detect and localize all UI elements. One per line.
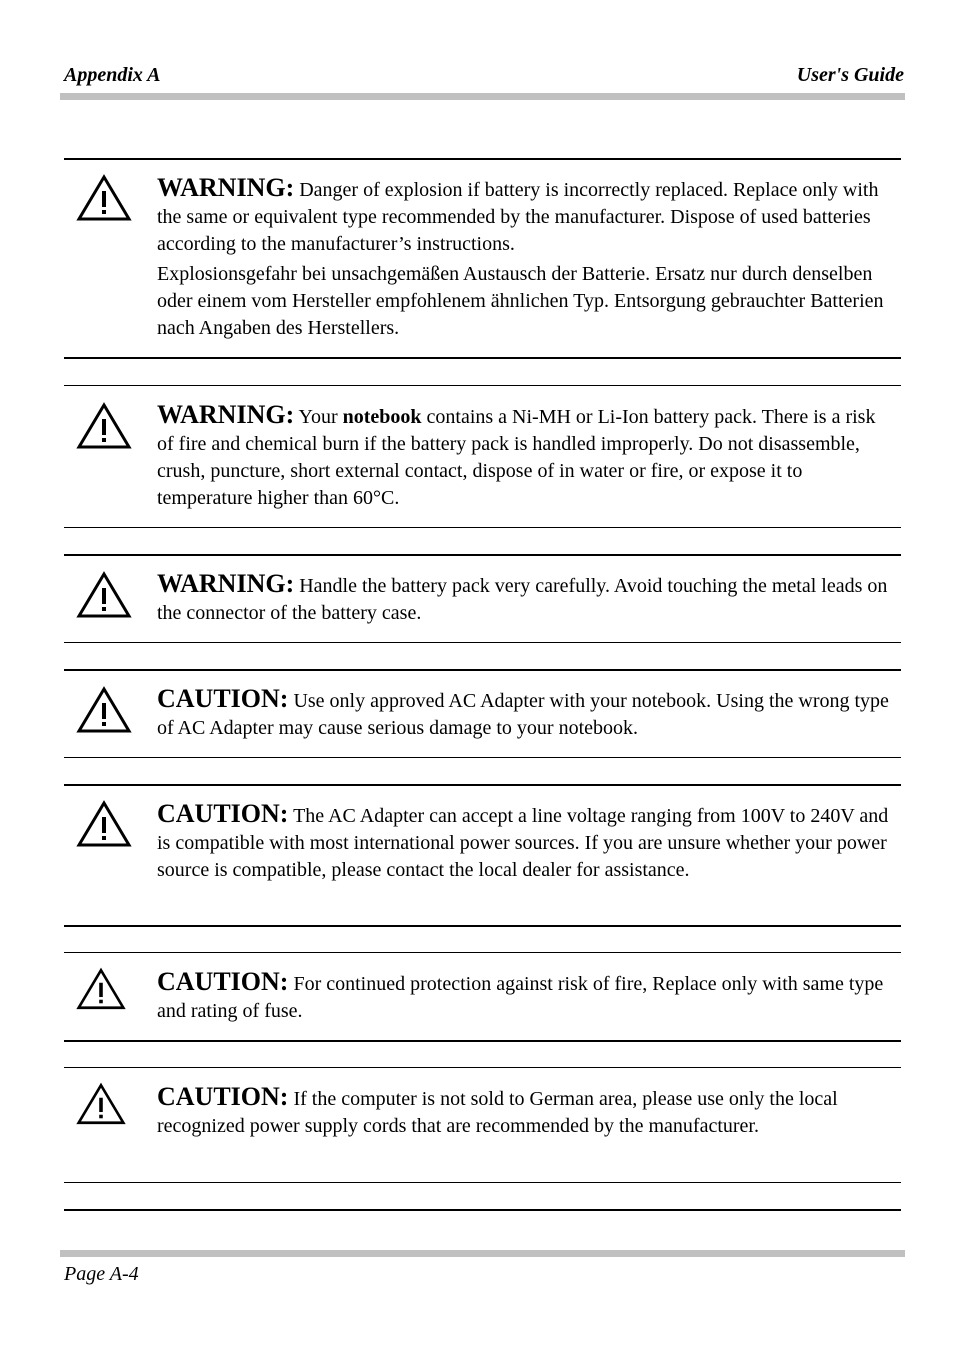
notice-text: contains a Ni-MH or Li-Ion battery pack. There is a risk of fire and chemical burn if the battery pack is handled improperly. Do not disassemble, crush, puncture, short external contact, dispose of in water or fire, or expose it to temperature higher than 60°C.	[157, 406, 876, 509]
notice-top-rule	[64, 1067, 901, 1068]
notice-top-rule	[64, 784, 901, 786]
notice-bottom-rule	[64, 527, 901, 528]
notice-text: For continued protection against risk of fire, Replace only with same type and rating of fuse.	[157, 973, 884, 1022]
warning-triangle-icon	[76, 1081, 126, 1127]
notice-label: CAUTION:	[157, 799, 289, 828]
header-section-title: Appendix A	[64, 64, 161, 86]
section-end-rule	[64, 1209, 901, 1211]
notice-text: The AC Adapter can accept a line voltage ranging from 100V to 240V and is compatible with most international power sources. If you are unsure whether your power source is compatible, please contact the local dealer for assistance.	[157, 805, 889, 881]
warning-triangle-icon	[76, 173, 132, 223]
header-document-title: User's Guide	[796, 64, 904, 86]
notice-bottom-rule	[64, 757, 901, 758]
warning-triangle-icon	[76, 685, 132, 735]
notice-bottom-rule	[64, 357, 901, 359]
notice-label: WARNING:	[157, 400, 295, 429]
notice-text: If the computer is not sold to German area, please use only the local recognized power supply cords that are recommended by the manufacturer.	[157, 1088, 838, 1137]
notice-bottom-rule	[64, 925, 901, 927]
notice-label: CAUTION:	[157, 967, 289, 996]
warning-triangle-icon	[76, 570, 132, 620]
header-divider	[60, 93, 905, 100]
footer-divider	[60, 1250, 905, 1257]
notice-text-german: Explosionsgefahr bei unsachgemäßen Austausch der Batterie. Ersatz nur durch denselben oder einem vom Hersteller empfohlenem ähnlichen Typ. Entsorgung gebrauchter Batterien nach Angaben des Herstellers.	[157, 263, 884, 339]
notice-text-emphasis: notebook	[342, 406, 422, 428]
notice-top-rule	[64, 158, 901, 160]
notice-text: Use only approved AC Adapter with your notebook. Using the wrong type of AC Adapter may cause serious damage to your notebook.	[157, 690, 889, 739]
page-header	[62, 64, 904, 92]
notice-text: Your	[298, 406, 338, 428]
notice-top-rule	[64, 554, 901, 556]
notice-bottom-rule	[64, 1182, 901, 1183]
notice-top-rule	[64, 385, 901, 386]
notice-text: Danger of explosion if battery is incorrectly replaced. Replace only with the same or equivalent type recommended by the manufacturer. Dispose of used batteries according to the manufacturer’s instructions.	[157, 179, 879, 255]
notice-label: CAUTION:	[157, 1082, 289, 1111]
notice-bottom-rule	[64, 642, 901, 643]
notice-label: WARNING:	[157, 569, 295, 598]
notice-label: WARNING:	[157, 173, 295, 202]
notice-label: CAUTION:	[157, 684, 289, 713]
notice-bottom-rule	[64, 1040, 901, 1042]
page-number: Page A-4	[64, 1263, 139, 1285]
warning-triangle-icon	[76, 401, 132, 451]
notice-top-rule	[64, 669, 901, 671]
warning-triangle-icon	[76, 799, 132, 849]
warning-triangle-icon	[76, 966, 126, 1012]
notice-top-rule	[64, 952, 901, 953]
notice-text: Handle the battery pack very carefully. Avoid touching the metal leads on the connector of the battery case.	[157, 575, 888, 624]
